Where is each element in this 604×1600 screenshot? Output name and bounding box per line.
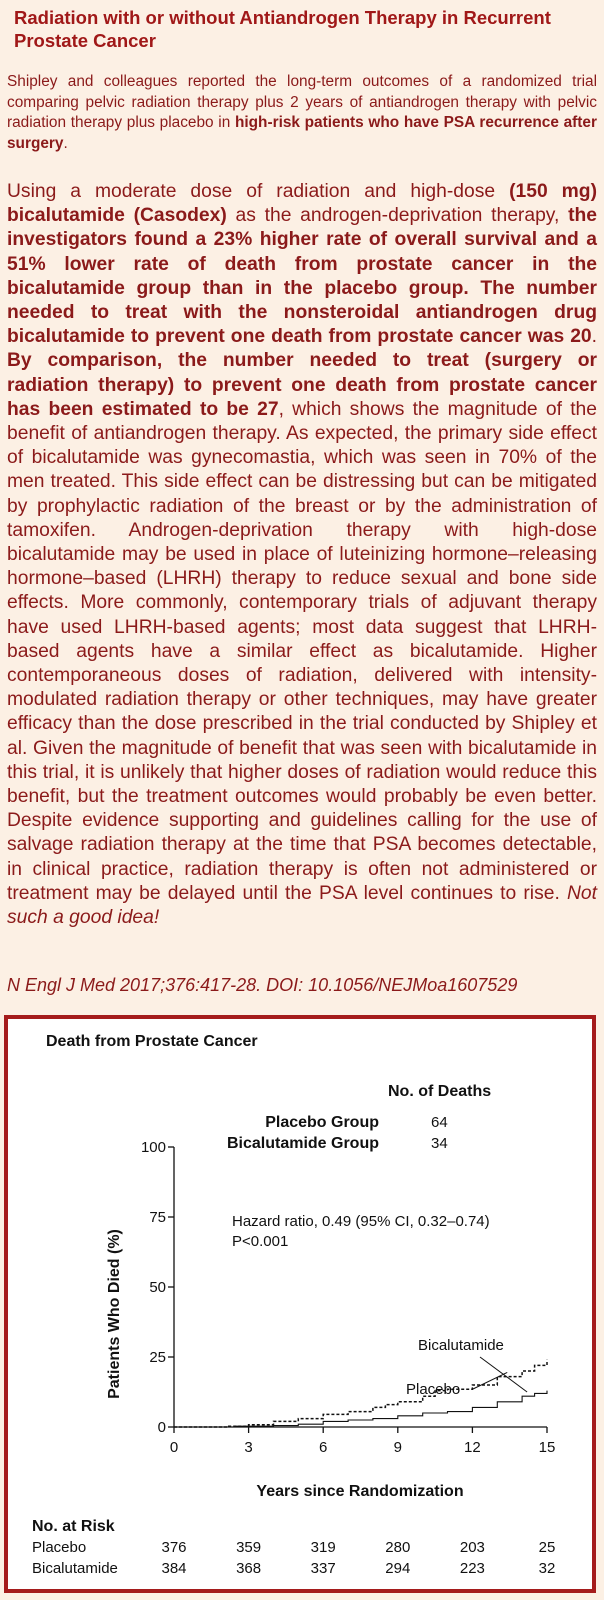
at-risk-value: 368 [236,1560,262,1577]
intro-end: . [63,134,68,152]
chart-marks [141,1139,555,1577]
y-tick-label: 25 [149,1349,166,1366]
body-s5: . [591,326,597,348]
series-line-placebo [174,1360,547,1427]
at-risk-value: 337 [310,1560,336,1577]
body-s6: By comparison, the number needed to treat (surgery or radiation therapy) to prevent one death from prostate cancer has been estimated to be 27 [7,350,597,420]
at-risk-value: 223 [459,1560,485,1577]
series-line-bicalutamide [174,1391,547,1427]
body-s8: Not such a good idea! [7,882,597,929]
chart-figure [4,1015,596,1593]
at-risk-value: 384 [161,1560,187,1577]
legend-bicalutamide-name: Bicalutamide Group [226,1135,379,1152]
x-tick-label: 12 [464,1439,481,1456]
at-risk-value: 25 [538,1539,556,1556]
label-placebo: Placebo [406,1381,461,1398]
intro-text: Shipley and colleagues reported the long-term outcomes of a randomized trial comparing pelvic radiation therapy plus 2 years of antiandrogen therapy with pelvic radiation therapy plus placebo in [7,73,597,132]
x-tick-label: 9 [393,1439,402,1456]
at-risk-value: 203 [459,1539,485,1556]
chart-title: Death from Prostate Cancer [46,1033,258,1050]
y-tick-label: 0 [157,1419,166,1436]
label-bicalutamide: Bicalutamide [418,1337,504,1354]
x-axis-label: Years since Randomization [256,1483,464,1500]
legend-bicalutamide-deaths: 34 [431,1135,448,1152]
deaths-header: No. of Deaths [388,1083,492,1100]
y-tick-label: 50 [149,1279,166,1296]
at-risk-value: 32 [538,1560,556,1577]
at-risk-placebo-label: Placebo [32,1539,87,1556]
x-tick-label: 15 [538,1439,556,1456]
x-tick-label: 6 [319,1439,328,1456]
body-s4: the investigators found a 23% higher rate of overall survival and a 51% lower rate of death from prostate cancer in the bicalutamide group than in the placebo group. The number needed to treat with the nonsteroidal antiandrogen drug bicalutamide to prevent one death from prostate cancer was 20 [7,205,598,348]
at-risk-value: 280 [385,1539,411,1556]
y-tick-label: 75 [149,1209,166,1226]
citation: N Engl J Med 2017;376:417-28. DOI: 10.1056/NEJMoa1607529 [7,975,518,995]
legend-placebo-deaths: 64 [431,1114,448,1131]
chart-svg [8,1019,592,1589]
legend-placebo-name: Placebo Group [265,1114,379,1131]
body-s1: Using a moderate dose of radiation and high-dose [7,181,510,202]
at-risk-header: No. at Risk [32,1518,115,1535]
body-s2: (150 mg) bicalutamide (Casodex) [7,181,597,227]
body-s3: as the androgen-deprivation therapy, [226,205,569,227]
y-tick-label: 100 [140,1139,166,1156]
x-tick-label: 0 [169,1439,179,1456]
body-paragraph [7,180,597,930]
body-s7: , which shows the magnitude of the benefit of antiandrogen therapy. As expected, the primary side effect of bicalutamide was gynecomastia, which was seen in 70% of the men treated. This side effect can be distressing but can be mitigated by prophylactic radiation of the breast or by the administration of tamoxifen. Androgen-deprivation therapy with high-dose bicalutamide may be used in place of luteinizing hormone–releasing hormone–based (LHRH) therapy to reduce sexual and bone side effects. More commonly, contemporary trials of adjuvant therapy have used LHRH-based agents; most data suggest that LHRH-based agents have a similar effect as bicalutamide. Higher contemporaneous doses of radiation, delivered with intensity-modulated radiation therapy or other techniques, may have greater efficacy than the dose prescribed in the trial conducted by Shipley et al. Given the magnitude of benefit that was seen with bicalutamide in this trial, it is unlikely that higher doses of radiation would reduce this benefit, but the treatment outcomes would probably be even better. Despite evidence supporting and guidelines calling for the use of salvage radiation therapy at the time that PSA becomes detectable, in clinical practice, radiation therapy is often not administered or treatment may be delayed until the PSA level continues to rise. [7,398,597,904]
hazard-ratio: Hazard ratio, 0.49 (95% CI, 0.32–0.74) [232,1213,490,1230]
p-value: P<0.001 [232,1233,289,1250]
intro-bold-text: high-risk patients who have PSA recurrence after surgery [7,114,597,152]
at-risk-bicalutamide-label: Bicalutamide [32,1560,118,1577]
intro-paragraph [7,72,597,154]
y-axis-label: Patients Who Died (%) [106,1229,123,1399]
placebo-leader-line [473,1372,507,1389]
at-risk-value: 376 [161,1539,187,1556]
at-risk-value: 294 [385,1560,411,1577]
at-risk-value: 319 [310,1539,336,1556]
at-risk-value: 359 [236,1539,262,1556]
page-title: Radiation with or without Antiandrogen Therapy in Recurrent Prostate Cancer [14,7,551,51]
x-tick-label: 3 [244,1439,253,1456]
